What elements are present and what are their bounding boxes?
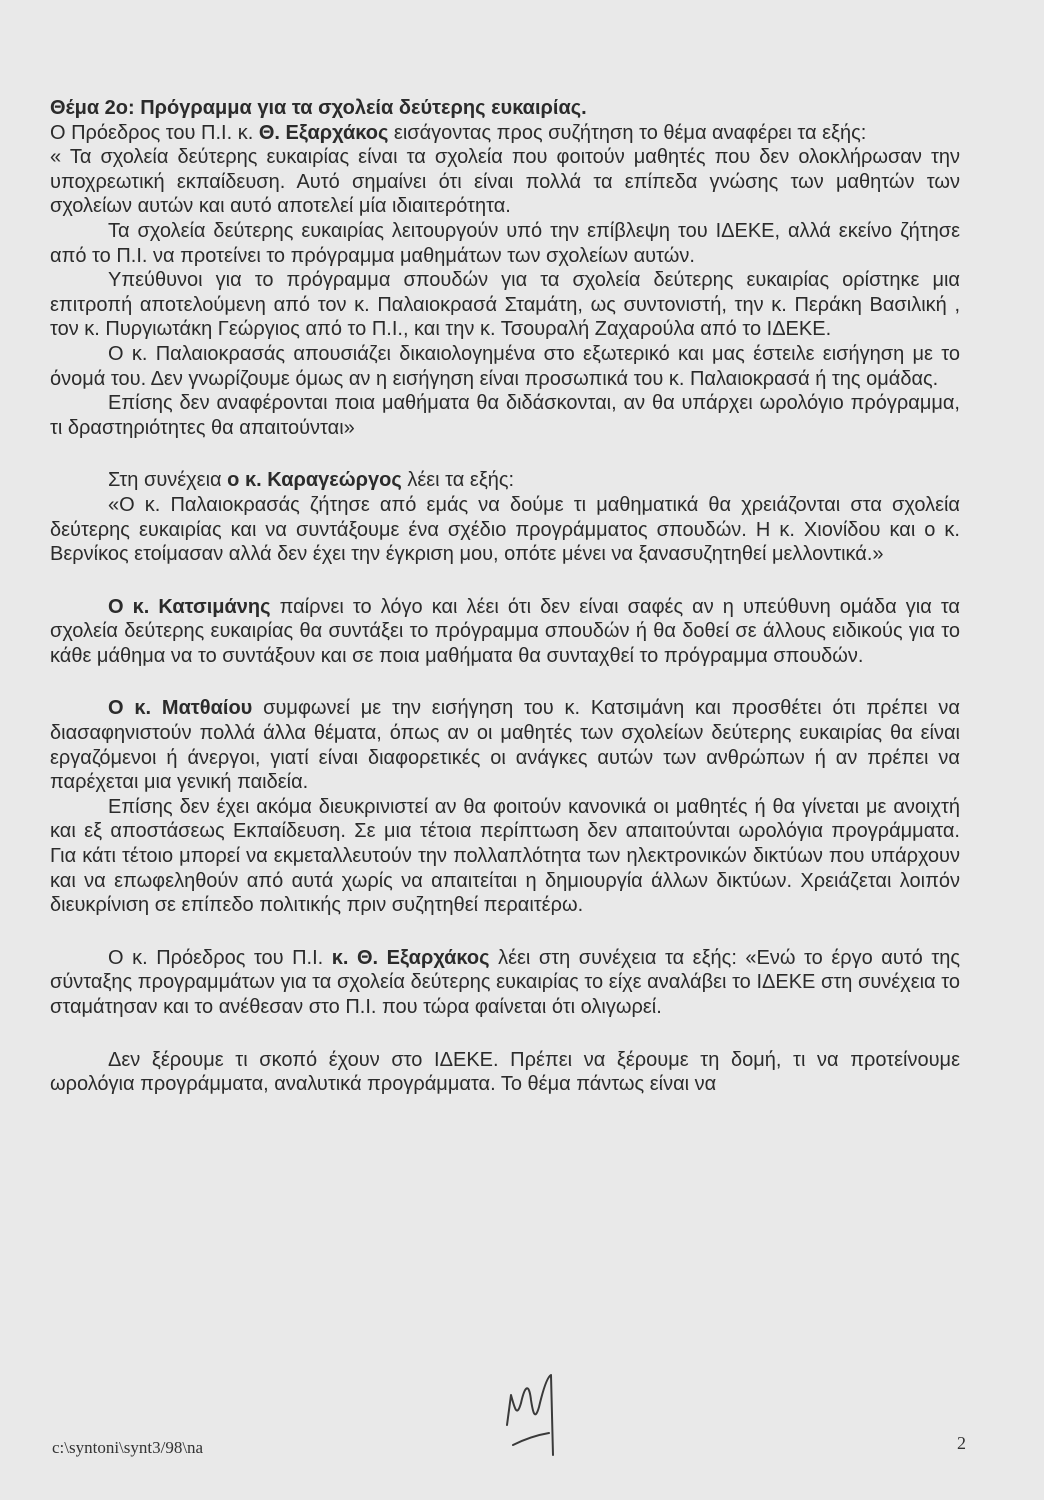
- paragraph-11: Ο κ. Πρόεδρος του Π.Ι. κ. Θ. Εξαρχάκος λέει στη συνέχεια τα εξής: «Ενώ το έργο αυτό της σύνταξης προγραμμάτων για τα σχολεία δεύτερης ευκαιρίας το είχε αναλάβει το ΙΔΕΚΕ στη συνέχεια το σταμάτησαν και το ανέθεσαν στο Π.Ι. που τώρα φαίνεται ότι ολιγωρεί.: [50, 946, 960, 1018]
- file-path-footer: c:\syntoni\synt3/98\na: [52, 1438, 204, 1457]
- paragraph-4: Ο κ. Παλαιοκρασάς απουσιάζει δικαιολογημένα στο εξωτερικό και μας έστειλε εισήγηση με το όνομά του. Δεν γνωρίζουμε όμως αν η εισήγηση είναι προσωπικά του κ. Παλαιοκρασά ή της ομάδας.: [50, 342, 960, 390]
- paragraph-9: Ο κ. Ματθαίου συμφωνεί με την εισήγηση του κ. Κατσιμάνη και προσθέτει ότι πρέπει να διασαφηνιστούν πολλά άλλα θέματα, όπως αν οι μαθητές των σχολείων δεύτερης ευκαιρίας θα είναι εργαζόμενοι ή άνεργοι, γιατί είναι διαφορετικές οι ανάγκες αυτών των ανθρώπων ή αν πρέπει να παρέχεται μια γενική παιδεία.: [50, 697, 960, 794]
- speaker-name: Ο κ. Κατσιμάνης: [108, 595, 271, 618]
- paragraph-3: Υπεύθυνοι για το πρόγραμμα σπουδών για τα σχολεία δεύτερης ευκαιρίας ορίστηκε μια επιτροπή αποτελούμενη από τον κ. Παλαιοκρασά Σταμάτη, ως συντονιστή, την κ. Περάκη Βασιλική , τον κ. Πυργιωτάκη Γεώργιος από το Π.Ι., και την κ. Τσουραλή Ζαχαρούλα από το ΙΔΕΚΕ.: [50, 269, 960, 341]
- page-number: 2: [957, 1433, 966, 1453]
- paragraph-12: Δεν ξέρουμε τι σκοπό έχουν στο ΙΔΕΚΕ. Πρέπει να ξέρουμε τη δομή, τι να προτείνουμε ωρολόγια προγράμματα, αναλυτικά προγράμματα. Το θέμα πάντως είναι να: [50, 1048, 960, 1096]
- paragraph-2: Τα σχολεία δεύτερης ευκαιρίας λειτουργούν υπό την επίβλεψη του ΙΔΕΚΕ, αλλά εκείνο ζήτησε από το Π.Ι. να προτείνει το πρόγραμμα μαθημάτων των σχολείων αυτών.: [50, 219, 960, 267]
- speaker-name: ο κ. Καραγεώργος: [227, 469, 402, 492]
- section-title: Θέμα 2ο: Πρόγραμμα για τα σχολεία δεύτερης ευκαιρίας.: [50, 97, 587, 119]
- paragraph-5: Επίσης δεν αναφέρονται ποια μαθήματα θα διδάσκονται, αν θα υπάρχει ωρολόγιο πρόγραμμα, τι δραστηριότητες θα απαιτούνται»: [50, 392, 960, 439]
- intro-paragraph: Ο Πρόεδρος του Π.Ι. κ. Θ. Εξαρχάκος εισάγοντας προς συζήτηση το θέμα αναφέρει τα εξής:: [50, 121, 867, 144]
- speaker-name: Θ. Εξαρχάκος: [258, 121, 389, 144]
- speaker-name: κ. Θ. Εξαρχάκος: [331, 946, 490, 969]
- speaker-name: Ο κ. Ματθαίου: [108, 697, 253, 720]
- paragraph-1: « Τα σχολεία δεύτερης ευκαιρίας είναι τα σχολεία που φοιτούν μαθητές που δεν ολοκλήρωσαν την υποχρεωτική εκπαίδευση. Αυτό σημαίνει ότι είναι πολλά τα επίπεδα γνώσης των μαθητών των σχολείων αυτών και αυτό αποτελεί μία ιδιαιτερότητα.: [50, 146, 960, 218]
- paragraph-8: Ο κ. Κατσιμάνης παίρνει το λόγο και λέει ότι δεν είναι σαφές αν η υπεύθυνη ομάδα για τα σχολεία δεύτερης ευκαιρίας θα συντάξει το πρόγραμμα σπουδών ή θα δοθεί σε άλλους ειδικούς για το κάθε μάθημα να το συντάξουν και σε ποια μαθήματα θα συνταχθεί το πρόγραμμα σπουδών.: [50, 595, 960, 667]
- paragraph-10: Επίσης δεν έχει ακόμα διευκρινιστεί αν θα φοιτούν κανονικά οι μαθητές ή θα γίνεται με ανοιχτή και εξ αποστάσεως Εκπαίδευση. Σε μια τέτοια περίπτωση δεν απαιτούνται ωρολόγια προγράμματα. Για κάτι τέτοιο μπορεί να εκμεταλλευτούν την πολλαπλότητα των ηλεκτρονικών δικτύων που υπάρχουν και να επωφεληθούν από αυτά χωρίς να απαιτείται η δημιουργία άλλων δικτύων. Χρειάζεται λοιπόν διευκρίνιση σε επίπεδο πολιτικής πριν συζητηθεί περαιτέρω.: [50, 795, 960, 917]
- handwritten-signature: [485, 1355, 595, 1465]
- document-body: [50, 96, 960, 1097]
- paragraph-7: «Ο κ. Παλαιοκρασάς ζήτησε από εμάς να δούμε τι μαθηματικά θα χρειάζονται στα σχολεία δεύτερης ευκαιρίας και να συντάξουμε ένα σχέδιο προγράμματος σπουδών. Η κ. Χιονίδου και ο κ. Βερνίκος ετοίμασαν αλλά δεν έχει την έγκριση μου, οπότε μένει να ξανασυζητηθεί μελλοντικά.»: [50, 493, 960, 566]
- paragraph-6: Στη συνέχεια ο κ. Καραγεώργος λέει τα εξής:: [108, 469, 515, 492]
